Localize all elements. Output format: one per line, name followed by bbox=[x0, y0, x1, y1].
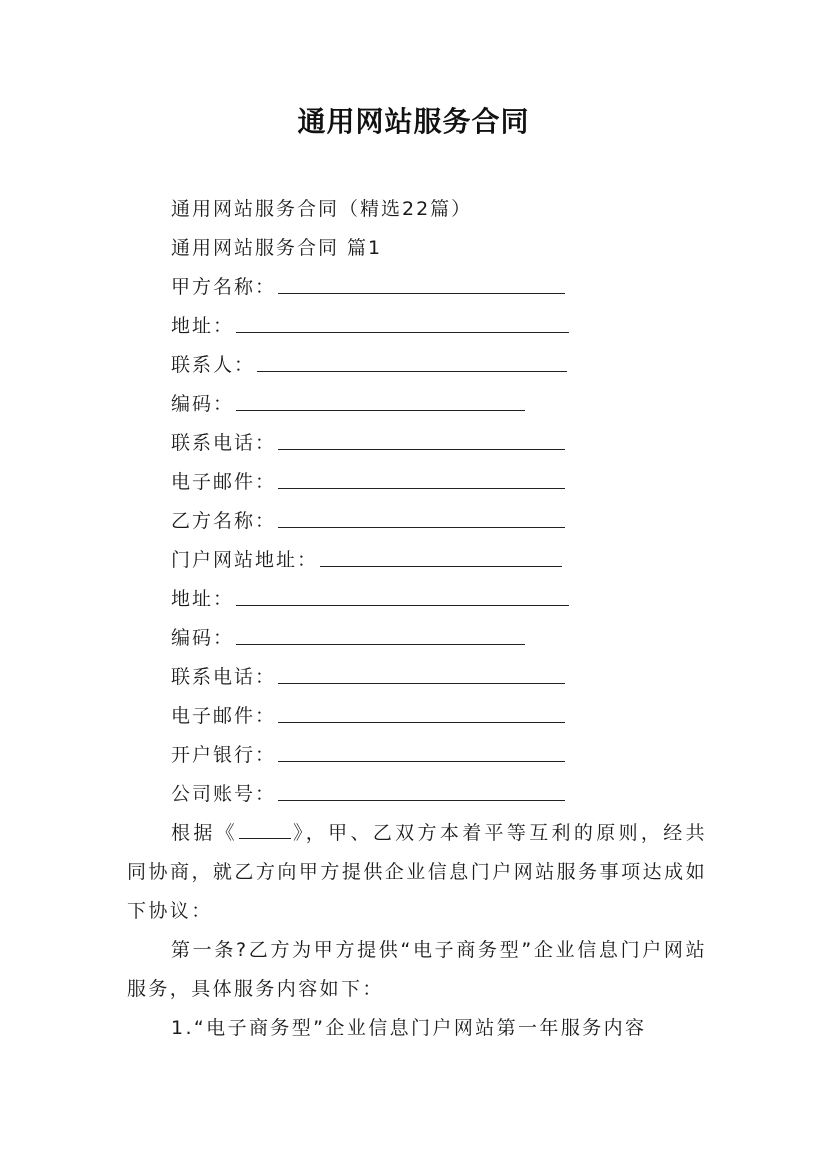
field-party-b-name bbox=[127, 502, 707, 541]
fill-in-blank bbox=[278, 269, 565, 294]
fill-in-blank bbox=[278, 503, 565, 528]
document-title: 通用网站服务合同 bbox=[297, 105, 530, 138]
field-label: 甲方名称： bbox=[171, 276, 277, 298]
field-label: 联系电话： bbox=[171, 666, 277, 688]
field-label: 联系人： bbox=[171, 354, 256, 376]
paragraph-text: 》，甲、乙双方本着平等互利的原则，经共同协商，就乙方向甲方提供企业信息门户网站服务事项达成如下协议： bbox=[127, 822, 707, 922]
field-account bbox=[127, 775, 707, 814]
field-party-a-email bbox=[127, 463, 707, 502]
section-heading: 通用网站服务合同 篇1 bbox=[171, 237, 383, 259]
field-party-a-address bbox=[127, 307, 707, 346]
field-party-b-email bbox=[127, 697, 707, 736]
fill-in-blank bbox=[278, 698, 565, 723]
fill-in-blank bbox=[236, 386, 525, 411]
field-party-b-postcode bbox=[127, 619, 707, 658]
fill-in-blank bbox=[278, 737, 565, 762]
fill-in-blank bbox=[278, 464, 565, 489]
field-label: 地址： bbox=[171, 588, 235, 610]
field-label: 编码： bbox=[171, 393, 235, 415]
field-bank bbox=[127, 736, 707, 775]
fill-in-blank bbox=[278, 776, 565, 801]
field-label: 电子邮件： bbox=[171, 471, 277, 493]
fill-in-blank bbox=[236, 581, 569, 606]
field-label: 编码： bbox=[171, 627, 235, 649]
field-party-a-name bbox=[127, 268, 707, 307]
fill-in-blank bbox=[278, 425, 565, 450]
document-subtitle: 通用网站服务合同（精选22篇） bbox=[171, 198, 473, 220]
field-label: 门户网站地址： bbox=[171, 549, 319, 571]
field-label: 电子邮件： bbox=[171, 705, 277, 727]
field-label: 乙方名称： bbox=[171, 510, 277, 532]
field-label: 地址： bbox=[171, 315, 235, 337]
field-label: 开户银行： bbox=[171, 744, 277, 766]
field-party-a-postcode bbox=[127, 385, 707, 424]
fill-in-blank bbox=[239, 816, 291, 839]
field-party-b-address bbox=[127, 580, 707, 619]
field-portal-address bbox=[127, 541, 707, 580]
document-body bbox=[127, 190, 707, 1048]
fill-in-blank bbox=[236, 308, 569, 333]
field-label: 公司账号： bbox=[171, 783, 277, 805]
fill-in-blank bbox=[320, 542, 562, 567]
field-party-b-phone bbox=[127, 658, 707, 697]
paragraph-text: 根据《 bbox=[171, 822, 239, 844]
fill-in-blank bbox=[257, 347, 567, 372]
paragraph-article-1: 第一条?乙方为甲方提供“电子商务型”企业信息门户网站服务，具体服务内容如下： bbox=[127, 939, 707, 1000]
fill-in-blank bbox=[236, 620, 525, 645]
paragraph-preamble bbox=[127, 814, 707, 931]
field-party-a-phone bbox=[127, 424, 707, 463]
fill-in-blank bbox=[278, 659, 565, 684]
paragraph-item-1: 1.“电子商务型”企业信息门户网站第一年服务内容 bbox=[171, 1017, 647, 1039]
field-party-a-contact bbox=[127, 346, 707, 385]
field-label: 联系电话： bbox=[171, 432, 277, 454]
